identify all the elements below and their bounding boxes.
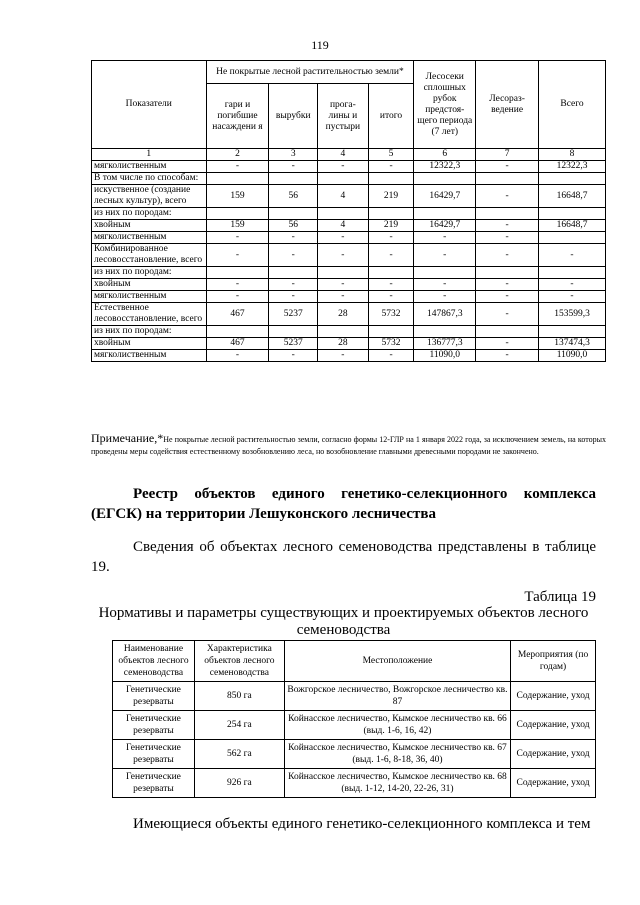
table-cell: -	[206, 350, 269, 362]
table-cell	[206, 208, 269, 220]
table-row	[92, 267, 606, 279]
table-cell: -	[368, 291, 414, 303]
table-row	[92, 350, 606, 362]
table-caption: Таблица 19	[524, 589, 596, 605]
table-cell: -	[476, 291, 539, 303]
row-label: В том числе по способам:	[92, 173, 207, 185]
header-object-name: Наименование объектов лесного семеноводства	[113, 641, 195, 682]
table-cell	[318, 267, 369, 279]
measures-cell: Содержание, уход	[511, 682, 596, 711]
table-cell: -	[476, 185, 539, 208]
measures-cell: Содержание, уход	[511, 769, 596, 798]
table-cell: -	[368, 279, 414, 291]
table-cell: -	[368, 244, 414, 267]
table-cell: -	[414, 279, 476, 291]
column-number: 1	[92, 149, 207, 161]
table-cell: -	[269, 291, 318, 303]
table-cell	[269, 208, 318, 220]
table-cell	[318, 173, 369, 185]
table-cell: -	[476, 338, 539, 350]
table-cell	[539, 326, 606, 338]
table-cell	[368, 326, 414, 338]
header-burned: гари и погибшие насаждени я	[206, 84, 269, 149]
row-label: Комбинированное лесовосстановление, всего	[92, 244, 207, 267]
header-indicators: Показатели	[92, 61, 207, 149]
header-clearcuts: вырубки	[269, 84, 318, 149]
characteristic-cell: 850 га	[194, 682, 284, 711]
header-breeding: Лесораз- ведение	[476, 61, 539, 149]
table-cell: -	[318, 291, 369, 303]
table-cell: 5732	[368, 338, 414, 350]
table-cell: -	[318, 161, 369, 173]
table-cell: 159	[206, 220, 269, 232]
row-label: хвойным	[92, 279, 207, 291]
header-logging: Лесосеки сплошных рубок предстоя- щего периода (7 лет)	[414, 61, 476, 149]
characteristic-cell: 562 га	[194, 740, 284, 769]
table-cell	[269, 173, 318, 185]
header-characteristic: Характеристика объектов лесного семеноводства	[194, 641, 284, 682]
table-cell: 136777,3	[414, 338, 476, 350]
table-cell: -	[414, 232, 476, 244]
note-lead: Примечание,*	[91, 431, 164, 445]
table-row	[92, 291, 606, 303]
forest-restoration-table	[91, 60, 606, 362]
table-cell	[539, 267, 606, 279]
header-glades: прога- лины и пустыри	[318, 84, 369, 149]
table-cell: -	[269, 244, 318, 267]
header-total-not-covered: итого	[368, 84, 414, 149]
table-cell	[539, 232, 606, 244]
table-cell: -	[414, 291, 476, 303]
table-cell: -	[318, 244, 369, 267]
table-cell	[368, 173, 414, 185]
table-cell: 11090,0	[539, 350, 606, 362]
header-not-covered: Не покрытые лесной растительностью земли*	[206, 61, 414, 84]
table-cell: -	[476, 220, 539, 232]
table-cell: -	[206, 244, 269, 267]
table-cell: 4	[318, 185, 369, 208]
table-cell: -	[414, 244, 476, 267]
row-label: мягколиственным	[92, 232, 207, 244]
table-cell: 137474,3	[539, 338, 606, 350]
object-name-cell: Генетические резерваты	[113, 682, 195, 711]
column-number: 4	[318, 149, 369, 161]
row-label: из них по породам:	[92, 326, 207, 338]
measures-cell: Содержание, уход	[511, 711, 596, 740]
table-cell: 11090,0	[414, 350, 476, 362]
table-cell: -	[318, 232, 369, 244]
table-cell: 56	[269, 220, 318, 232]
table-cell	[414, 208, 476, 220]
table-cell	[206, 267, 269, 279]
row-label: хвойным	[92, 338, 207, 350]
table-cell: 219	[368, 220, 414, 232]
row-label: из них по породам:	[92, 267, 207, 279]
table-cell: -	[476, 279, 539, 291]
table-cell	[476, 208, 539, 220]
characteristic-cell: 254 га	[194, 711, 284, 740]
table-cell: -	[206, 232, 269, 244]
table-cell: 467	[206, 303, 269, 326]
table-cell	[269, 267, 318, 279]
table-cell: 159	[206, 185, 269, 208]
table-cell	[414, 267, 476, 279]
table-cell: -	[269, 161, 318, 173]
note-text: Не покрытые лесной растительностью земли, согласно формы 12-ГЛР на 1 января 2022 года, за исключением земель, на которых проведены меры содействия естественному возобновлению леса, но возобновление главными древесными породами не закончено.	[91, 435, 606, 456]
column-number: 2	[206, 149, 269, 161]
table-cell: -	[476, 303, 539, 326]
seed-objects-table	[112, 640, 596, 798]
table-cell: -	[539, 244, 606, 267]
table-row	[113, 711, 596, 740]
row-label: мягколиственным	[92, 291, 207, 303]
table-cell	[269, 326, 318, 338]
body-paragraph: Сведения об объектах лесного семеноводства представлены в таблице 19.	[91, 539, 596, 575]
continuation-text: Имеющиеся объекты единого генетико-селекционного комплекса и тем	[133, 816, 591, 832]
row-label: из них по породам:	[92, 208, 207, 220]
table-cell: 5732	[368, 303, 414, 326]
table-cell: 16429,7	[414, 185, 476, 208]
table-cell: -	[368, 161, 414, 173]
table-cell	[476, 326, 539, 338]
table-cell: -	[368, 350, 414, 362]
table-cell: 16429,7	[414, 220, 476, 232]
table-row	[113, 682, 596, 711]
table-cell	[368, 208, 414, 220]
table-cell: 219	[368, 185, 414, 208]
measures-cell: Содержание, уход	[511, 740, 596, 769]
object-name-cell: Генетические резерваты	[113, 711, 195, 740]
location-cell: Койнасское лесничество, Кымское лесничество кв. 67 (выд. 1-6, 8-18, 36, 40)	[284, 740, 510, 769]
table-cell: 28	[318, 338, 369, 350]
table-cell	[414, 173, 476, 185]
object-name-cell: Генетические резерваты	[113, 769, 195, 798]
header-measures: Мероприятия (по годам)	[511, 641, 596, 682]
table-cell: -	[476, 350, 539, 362]
object-name-cell: Генетические резерваты	[113, 740, 195, 769]
table-row	[92, 326, 606, 338]
table-cell: -	[269, 350, 318, 362]
table-row	[92, 185, 606, 208]
section-heading: Реестр объектов единого генетико-селекционного комплекса (ЕГСК) на территории Лешуконского лесничества	[91, 486, 596, 522]
table-cell: 56	[269, 185, 318, 208]
table-cell: -	[318, 350, 369, 362]
location-cell: Койнасское лесничество, Кымское лесничество кв. 68 (выд. 1-12, 14-20, 22-26, 31)	[284, 769, 510, 798]
table-row	[92, 220, 606, 232]
table-cell	[539, 173, 606, 185]
table-cell: 4	[318, 220, 369, 232]
table-row	[92, 232, 606, 244]
page-number: 119	[311, 38, 329, 52]
row-label: мягколиственным	[92, 161, 207, 173]
table-cell: -	[476, 244, 539, 267]
location-cell: Койнасское лесничество, Кымское лесничество кв. 66 (выд. 1-6, 16, 42)	[284, 711, 510, 740]
characteristic-cell: 926 га	[194, 769, 284, 798]
row-label: мягколиственным	[92, 350, 207, 362]
column-number: 6	[414, 149, 476, 161]
column-number: 8	[539, 149, 606, 161]
table-cell: -	[206, 279, 269, 291]
table-cell	[206, 326, 269, 338]
table-cell: -	[476, 232, 539, 244]
table-cell	[414, 326, 476, 338]
table-note	[91, 432, 606, 458]
table-row	[92, 279, 606, 291]
table-cell: 5237	[269, 303, 318, 326]
table-cell	[206, 173, 269, 185]
table-cell: 147867,3	[414, 303, 476, 326]
table-cell	[476, 173, 539, 185]
table-row	[92, 208, 606, 220]
table-cell: -	[318, 279, 369, 291]
column-number: 3	[269, 149, 318, 161]
column-numbers-row	[92, 149, 606, 161]
table-cell: -	[539, 291, 606, 303]
header-total: Всего	[539, 61, 606, 149]
table-cell	[476, 267, 539, 279]
table-cell: 467	[206, 338, 269, 350]
header-location: Местоположение	[284, 641, 510, 682]
table-cell: 16648,7	[539, 185, 606, 208]
table-cell: -	[269, 232, 318, 244]
location-cell: Вожгорское лесничество, Вожгорское лесничество кв. 87	[284, 682, 510, 711]
table-cell: 16648,7	[539, 220, 606, 232]
table-cell: 28	[318, 303, 369, 326]
table-row	[92, 338, 606, 350]
row-label: хвойным	[92, 220, 207, 232]
table-row	[113, 740, 596, 769]
table-cell: -	[206, 291, 269, 303]
table-cell: -	[476, 161, 539, 173]
table-cell: -	[269, 279, 318, 291]
table-row	[92, 303, 606, 326]
column-number: 5	[368, 149, 414, 161]
table-cell: -	[368, 232, 414, 244]
table-cell: -	[539, 279, 606, 291]
table-cell: -	[206, 161, 269, 173]
table-cell: 153599,3	[539, 303, 606, 326]
table-cell	[539, 208, 606, 220]
table-cell: 5237	[269, 338, 318, 350]
table-row	[113, 769, 596, 798]
table-cell	[318, 326, 369, 338]
table-cell: 12322,3	[414, 161, 476, 173]
table-row	[92, 244, 606, 267]
table-cell	[368, 267, 414, 279]
table-cell: 12322,3	[539, 161, 606, 173]
table-title: Нормативы и параметры существующих и проектируемых объектов лесного семеноводства	[98, 605, 589, 638]
table-cell	[318, 208, 369, 220]
row-label: Естественное лесовосстановление, всего	[92, 303, 207, 326]
table-row	[92, 173, 606, 185]
table-row	[92, 161, 606, 173]
column-number: 7	[476, 149, 539, 161]
row-label: искуственное (создание лесных культур), всего	[92, 185, 207, 208]
